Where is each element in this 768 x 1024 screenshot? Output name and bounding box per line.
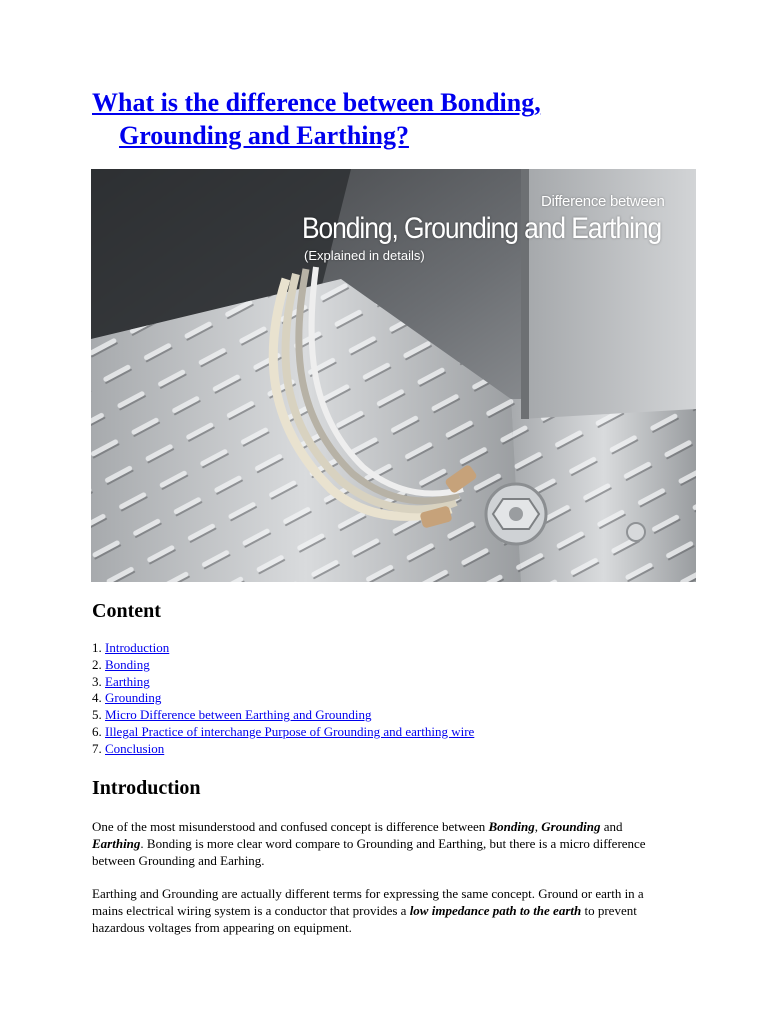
toc-item [92,657,474,674]
intro-paragraph-2 [92,885,677,936]
p2-text-a: Earthing and Grounding are actually different terms for expressing the same concept. Ground or earth in a mains electrical wiring system is a conductor that provides a [92,886,644,918]
hero-headline: Bonding, Grounding and Earthing [302,212,662,245]
hero-note: (Explained in details) [304,248,425,263]
toc-number: 3. [92,673,102,689]
p1-text-d: . Bonding is more clear word compare to Grounding and Earthing, but there is a micro difference between Grounding and Earhing. [92,836,646,868]
p2-emphasis: low impedance path to the earth [409,903,582,918]
introduction-heading: Introduction [92,777,201,799]
table-of-contents [92,640,474,758]
title-line-1: What is the difference between Bonding, [92,88,541,117]
toc-number: 6. [92,723,102,739]
article-title-link[interactable] [92,88,541,150]
hero-subtitle: Difference between [541,193,665,210]
toc-number: 5. [92,707,102,723]
toc-item [92,690,474,707]
toc-link-introduction[interactable]: Introduction [105,640,170,655]
p2-text-b: to prevent hazardous voltages from appearing on equipment. [92,903,637,935]
toc-link-conclusion[interactable]: Conclusion [105,740,165,756]
toc-item [92,640,474,657]
content-heading: Content [92,600,161,622]
toc-link-earthing[interactable]: Earthing [105,673,150,689]
toc-number: 1. [92,640,102,655]
toc-link-bonding[interactable]: Bonding [105,656,150,672]
toc-link-micro-difference[interactable]: Micro Difference between Earthing and Grounding [105,707,372,723]
toc-item [92,707,474,724]
p1-term-earthing: Earthing [92,836,141,851]
intro-paragraph-1 [92,818,677,869]
toc-item [92,741,474,758]
toc-item [92,674,474,691]
toc-number: 4. [92,690,102,706]
toc-number: 7. [92,740,102,756]
article-title [92,86,719,152]
p1-term-bonding: Bonding [488,819,535,834]
title-line-2: Grounding and Earthing? [119,121,409,150]
p1-text-c: and [600,819,623,834]
p1-text-a: One of the most misunderstood and confused concept is difference between [92,819,489,834]
p1-term-grounding: Grounding [541,819,601,834]
toc-link-illegal-practice[interactable]: Illegal Practice of interchange Purpose of Grounding and earthing wire [105,723,475,739]
toc-number: 2. [92,656,102,672]
toc-item [92,724,474,741]
p1-text-b: , [534,819,542,834]
toc-link-grounding[interactable]: Grounding [105,690,162,706]
